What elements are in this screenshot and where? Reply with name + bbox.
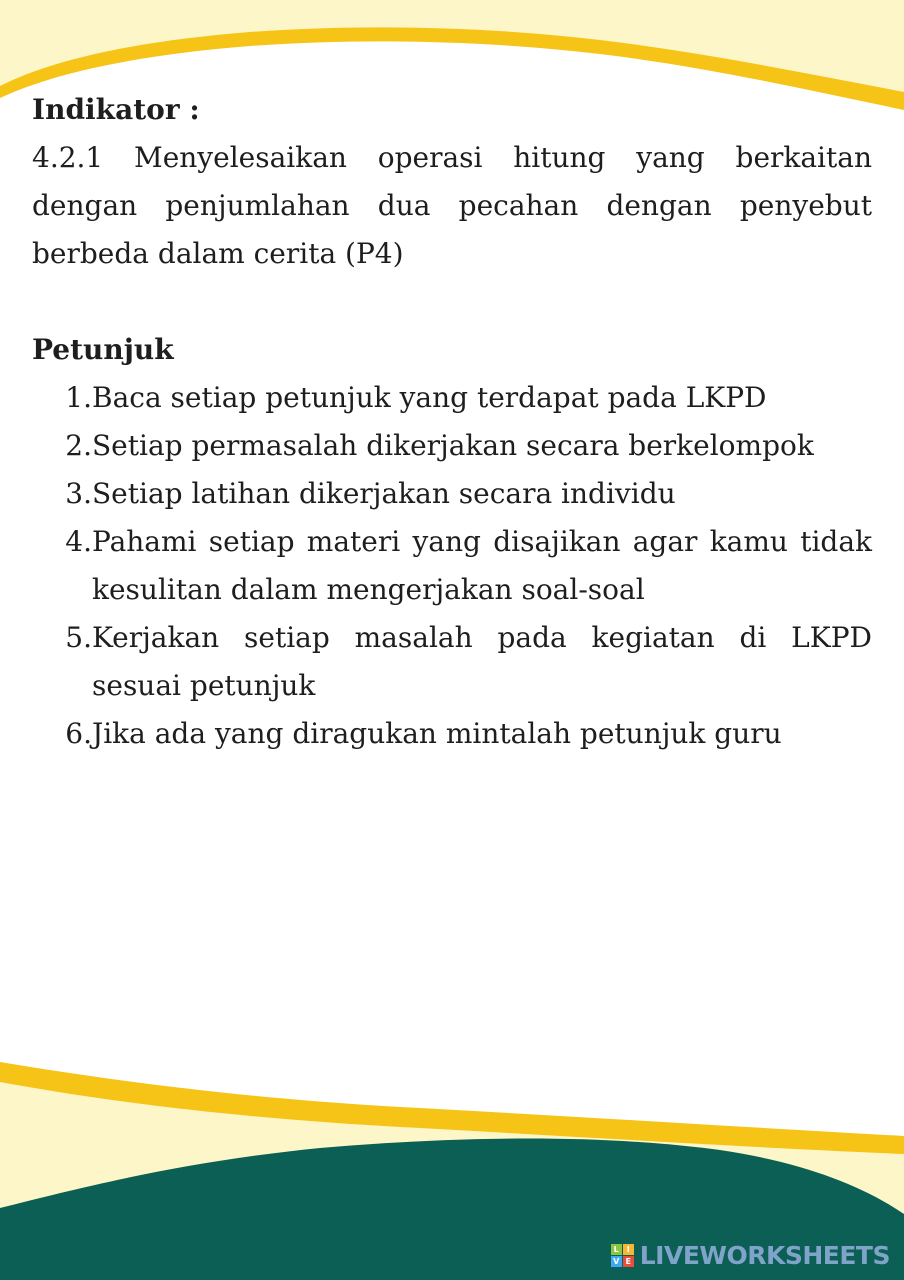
logo-letter: V xyxy=(611,1256,622,1267)
watermark-text: LIVEWORKSHEETS xyxy=(639,1241,890,1270)
list-item xyxy=(32,422,872,470)
worksheet-content xyxy=(32,86,872,758)
logo-letter: I xyxy=(623,1244,634,1255)
list-item-number: 6. xyxy=(65,717,92,750)
list-item-number: 4. xyxy=(65,525,92,558)
list-item-text: Setiap permasalah dikerjakan secara berkelompok xyxy=(92,429,814,462)
list-item-text: Kerjakan setiap masalah pada kegiatan di LKPD sesuai petunjuk xyxy=(92,621,872,702)
logo-letter: L xyxy=(611,1244,622,1255)
logo-letter: E xyxy=(623,1256,634,1267)
list-item-number: 3. xyxy=(65,477,92,510)
indikator-heading: Indikator : xyxy=(32,93,200,126)
liveworksheets-watermark xyxy=(611,1241,890,1270)
section-spacer xyxy=(32,278,872,326)
list-item-number: 5. xyxy=(65,621,92,654)
list-item-number: 2. xyxy=(65,429,92,462)
list-item xyxy=(32,710,872,758)
petunjuk-list xyxy=(32,374,872,758)
petunjuk-heading: Petunjuk xyxy=(32,333,174,366)
indikator-text: 4.2.1 Menyelesaikan operasi hitung yang berkaitan dengan penjumlahan dua pecahan dengan penyebut berbeda dalam cerita (P4) xyxy=(32,141,872,270)
list-item-text: Baca setiap petunjuk yang terdapat pada LKPD xyxy=(92,381,767,414)
list-item-text: Jika ada yang diragukan mintalah petunjuk guru xyxy=(92,717,782,750)
list-item xyxy=(32,470,872,518)
list-item-text: Pahami setiap materi yang disajikan agar kamu tidak kesulitan dalam mengerjakan soal-soal xyxy=(92,525,872,606)
list-item xyxy=(32,518,872,614)
list-item-number: 1. xyxy=(65,381,92,414)
liveworksheets-logo-icon xyxy=(611,1244,634,1267)
list-item xyxy=(32,614,872,710)
list-item xyxy=(32,374,872,422)
list-item-text: Setiap latihan dikerjakan secara individu xyxy=(92,477,676,510)
